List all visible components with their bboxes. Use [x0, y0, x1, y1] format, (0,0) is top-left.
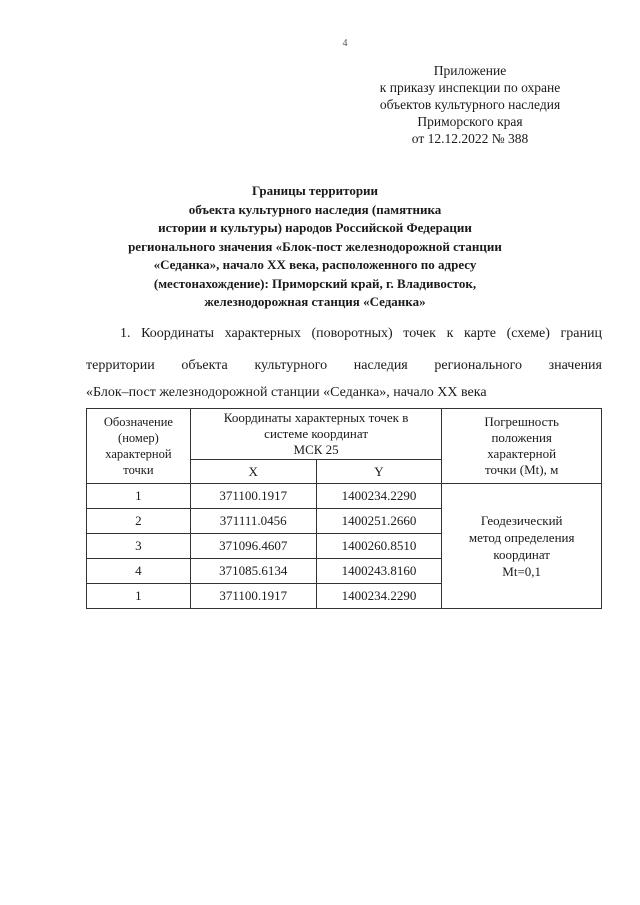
appendix-line: от 12.12.2022 № 388 — [411, 131, 529, 146]
title-line: объекта культурного наследия (памятника — [188, 201, 442, 217]
appendix-line: Приложение — [433, 63, 507, 78]
coord-y: 1400234.2290 — [316, 484, 442, 509]
header-text: точки (Mt), м — [485, 462, 559, 477]
paragraph-line: 1. Координаты характерных (поворотных) точек к карте (схеме) границ — [120, 326, 602, 341]
coord-x: 371100.1917 — [190, 484, 316, 509]
title-line: «Седанка», начало XX века, расположенного по адресу — [153, 257, 477, 272]
header-point-designation — [87, 409, 191, 484]
coord-y: 1400251.2660 — [316, 509, 442, 534]
body-paragraph — [86, 322, 602, 403]
header-text: системе координат — [264, 426, 368, 441]
header-x: X — [190, 460, 316, 484]
header-text: Обозначение — [103, 415, 173, 429]
appendix-line: к приказу инспекции по охране — [379, 80, 561, 95]
paragraph-line: «Блок–пост железнодорожной станции «Седанка», начало XX века — [86, 385, 487, 400]
point-number: 4 — [87, 559, 191, 584]
table-row — [87, 484, 602, 509]
coord-x: 371096.4607 — [190, 534, 316, 559]
coordinates-table — [86, 408, 602, 609]
header-text: точки — [123, 463, 154, 477]
coord-y: 1400260.8510 — [316, 534, 442, 559]
appendix-line: объектов культурного наследия — [379, 97, 561, 112]
point-number: 2 — [87, 509, 191, 534]
title-line: регионального значения «Блок-пост железнодорожной станции — [128, 238, 502, 254]
title-line: Границы территории — [251, 183, 379, 198]
document-title — [90, 182, 540, 312]
header-text: МСК 25 — [293, 442, 339, 457]
point-number: 1 — [87, 484, 191, 509]
title-line: (местонахождение): Приморский край, г. Владивосток, — [153, 275, 477, 291]
title-line: железнодорожная станция «Седанка» — [204, 294, 426, 309]
method-text: метод определения — [468, 530, 575, 545]
point-number: 1 — [87, 584, 191, 609]
header-text: Погрешность — [484, 414, 559, 429]
method-text: координат — [493, 547, 550, 562]
appendix-line: Приморского края — [417, 114, 523, 129]
header-text: Координаты характерных точек в — [223, 410, 409, 425]
coord-x: 371085.6134 — [190, 559, 316, 584]
point-number: 3 — [87, 534, 191, 559]
coord-x: 371111.0456 — [190, 509, 316, 534]
paragraph-line: территории объекта культурного наследия регионального значения — [86, 358, 602, 373]
coord-y: 1400234.2290 — [316, 584, 442, 609]
header-y: Y — [316, 460, 442, 484]
header-text: характерной — [487, 446, 557, 461]
header-text: характерной — [105, 447, 172, 461]
appendix-block — [350, 62, 590, 147]
method-text: Mt=0,1 — [502, 564, 542, 579]
header-text: положения — [491, 430, 552, 445]
header-error — [442, 409, 602, 484]
method-cell — [442, 484, 602, 609]
page-number: 4 — [342, 38, 348, 49]
header-coordinates — [190, 409, 442, 460]
coord-y: 1400243.8160 — [316, 559, 442, 584]
method-text: Геодезический — [480, 513, 563, 528]
coord-x: 371100.1917 — [190, 584, 316, 609]
title-line: истории и культуры) народов Российской Федерации — [158, 220, 472, 235]
header-text: (номер) — [118, 431, 159, 445]
